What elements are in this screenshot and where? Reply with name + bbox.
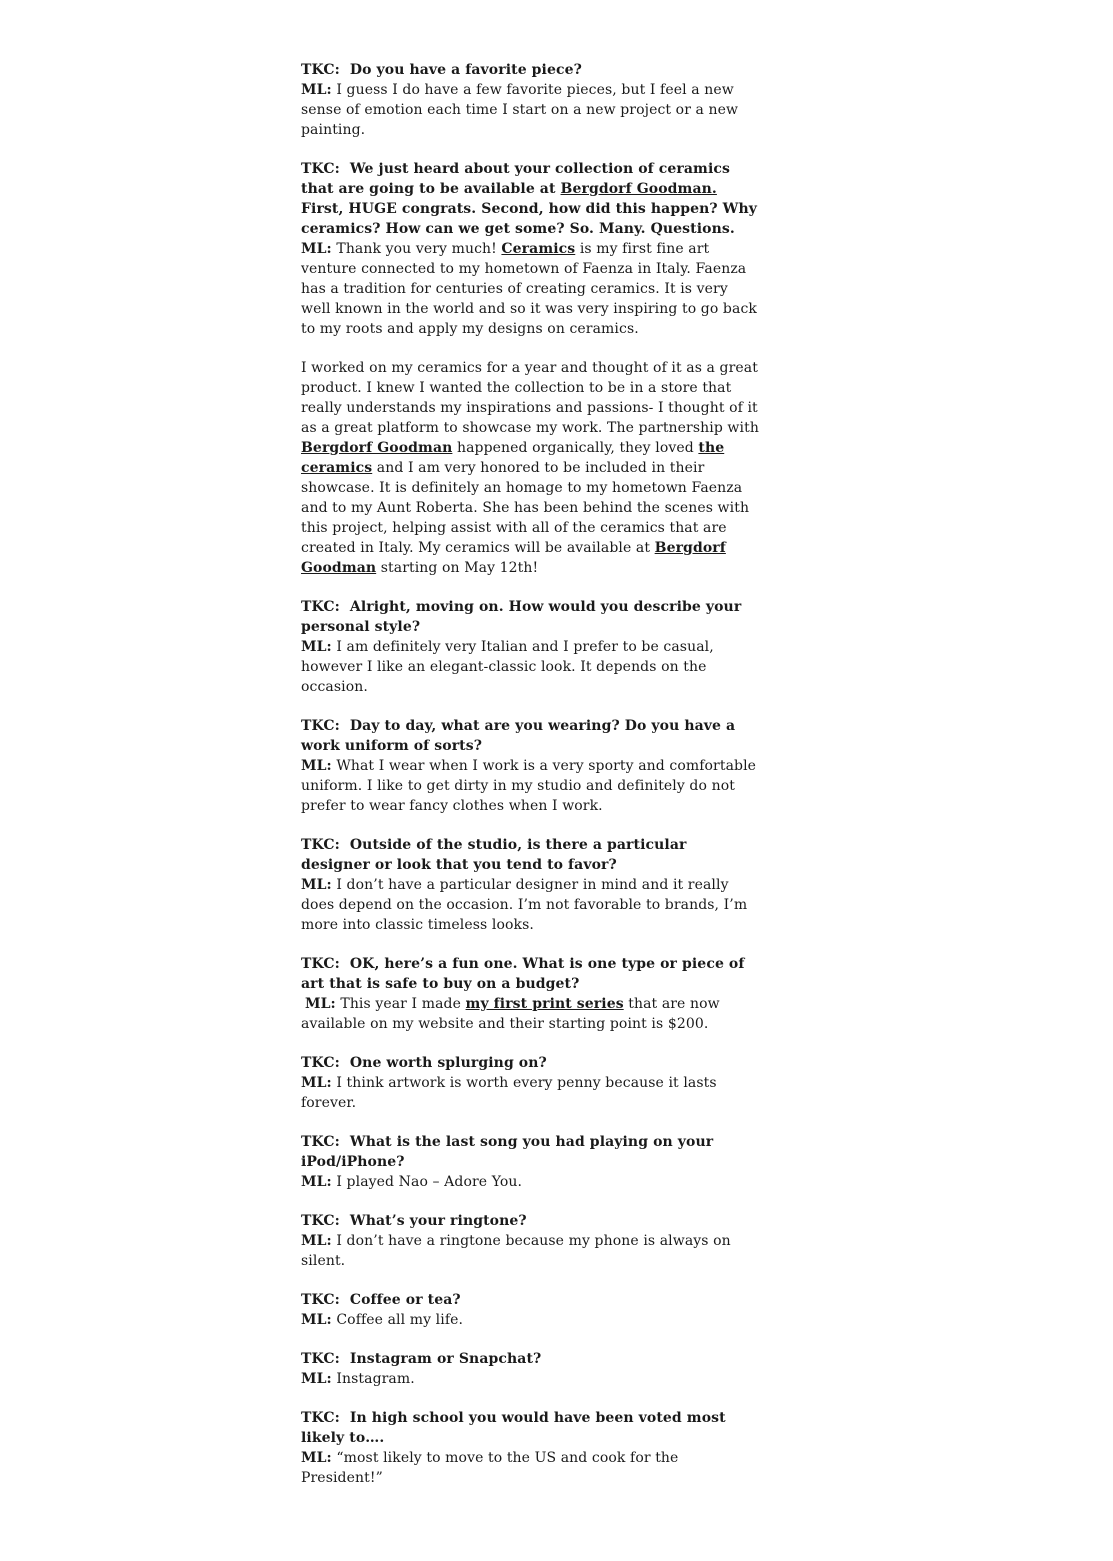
qa-block-high-school <box>301 1408 759 1488</box>
answer-prefix: ML: <box>301 1371 332 1387</box>
answer <box>301 239 759 339</box>
question-text: Alright, moving on. How would you describe your personal style? <box>301 599 742 635</box>
question-prefix: TKC: <box>301 62 340 78</box>
question-prefix: TKC: <box>301 599 340 615</box>
answer <box>301 1073 759 1113</box>
answer-text: I don’t have a particular designer in mind and it really does depend on the occasion. I’m not favorable to brands, I’m more into classic timeless looks. <box>301 877 748 933</box>
question-prefix: TKC: <box>301 1134 340 1150</box>
question-prefix: TKC: <box>301 956 340 972</box>
question-text: What is the last song you had playing on your iPod/iPhone? <box>301 1134 714 1170</box>
answer-prefix: ML: <box>301 639 332 655</box>
qa-block-designer <box>301 835 759 935</box>
qa-block-instagram-snapchat <box>301 1349 759 1389</box>
first-print-series-link[interactable]: my first print series <box>465 996 624 1012</box>
question-text-continued: First, HUGE congrats. Second, how did this happen? Why ceramics? How can we get some? So. Many. Questions. <box>301 201 757 237</box>
answer-text: I played Nao – Adore You. <box>336 1174 523 1190</box>
bergdorf-goodman-link[interactable]: Bergdorf Goodman. <box>560 181 717 197</box>
answer <box>301 1448 759 1488</box>
qa-block-coffee-tea <box>301 1290 759 1330</box>
answer <box>301 80 759 140</box>
answer <box>301 875 759 935</box>
question-prefix: TKC: <box>301 1351 340 1367</box>
question <box>301 60 759 80</box>
qa-block-ringtone <box>301 1211 759 1271</box>
ceramics-link[interactable]: Ceramics <box>501 241 576 257</box>
answer-text-continued: that are now available on my website and their starting point is $200. <box>301 996 720 1032</box>
answer <box>301 1231 759 1271</box>
question-text: Do you have a favorite piece? <box>349 62 582 78</box>
answer-text: I think artwork is worth every penny because it lasts forever. <box>301 1075 717 1111</box>
answer-text: “most likely to move to the US and cook for the President!” <box>301 1450 679 1486</box>
question-text: What’s your ringtone? <box>349 1213 527 1229</box>
answer-text: I guess I do have a few favorite pieces, but I feel a new sense of emotion each time I start on a new project or a new painting. <box>301 82 739 138</box>
question-prefix: TKC: <box>301 837 340 853</box>
question <box>301 159 759 239</box>
question-text: In high school you would have been voted most likely to…. <box>301 1410 726 1446</box>
answer <box>301 1172 759 1192</box>
answer-text: This year I made <box>340 996 461 1012</box>
ceramics-paragraph <box>301 358 759 578</box>
question <box>301 954 759 994</box>
paragraph-text: I worked on my ceramics for a year and thought of it as a great product. I knew I wanted the collection to be in a store that really understands my inspirations and passions- I thought of it as a great platform to showcase my work. The partnership with <box>301 360 759 436</box>
question <box>301 1408 759 1448</box>
interview-article <box>301 60 759 1488</box>
answer-prefix: ML: <box>301 1233 332 1249</box>
question-text: Outside of the studio, is there a particular designer or look that you tend to favor? <box>301 837 687 873</box>
answer <box>301 756 759 816</box>
question <box>301 1211 759 1231</box>
answer-prefix: ML: <box>301 241 332 257</box>
bergdorf-goodman-link[interactable]: Bergdorf Goodman <box>301 440 453 456</box>
answer-prefix: ML: <box>301 82 332 98</box>
answer-prefix: ML: <box>301 1075 332 1091</box>
paragraph-text: starting on May 12th! <box>380 560 539 576</box>
answer-text: Instagram. <box>336 1371 415 1387</box>
question <box>301 716 759 756</box>
qa-block-art-budget <box>301 954 759 1034</box>
answer-text: I don’t have a ringtone because my phone is always on silent. <box>301 1233 731 1269</box>
qa-block-favorite-piece <box>301 60 759 140</box>
question-text: OK, here’s a fun one. What is one type or piece of art that is safe to buy on a budget? <box>301 956 745 992</box>
answer <box>301 1369 759 1389</box>
answer-text: I am definitely very Italian and I prefer to be casual, however I like an elegant-classic look. It depends on the occasion. <box>301 639 714 695</box>
answer <box>301 1310 759 1330</box>
question-text: Coffee or tea? <box>349 1292 461 1308</box>
qa-block-last-song <box>301 1132 759 1192</box>
paragraph-text: and I am very honored to be included in their showcase. It is definitely an homage to my hometown Faenza and to my Aunt Roberta. She has been behind the scenes with this project, helping assist with all of the ceramics that are created in Italy. My ceramics will be available at <box>301 460 750 556</box>
answer-text: Thank you very much! <box>336 241 497 257</box>
answer-prefix: ML: <box>301 877 332 893</box>
question-prefix: TKC: <box>301 1292 340 1308</box>
qa-block-ceramics <box>301 159 759 339</box>
question-prefix: TKC: <box>301 1410 340 1426</box>
question-text: Day to day, what are you wearing? Do you have a work uniform of sorts? <box>301 718 736 754</box>
answer-text-continued: is my first fine art venture connected to my hometown of Faenza in Italy. Faenza has a tradition for centuries of creating ceramics. It is very well known in the world and so it was very inspiring to go back to my roots and apply my designs on ceramics. <box>301 241 757 337</box>
question-prefix: TKC: <box>301 1213 340 1229</box>
qa-block-splurge <box>301 1053 759 1113</box>
question <box>301 1290 759 1310</box>
paragraph-text: happened organically, they loved <box>456 440 694 456</box>
question <box>301 1349 759 1369</box>
question <box>301 1053 759 1073</box>
question-prefix: TKC: <box>301 1055 340 1071</box>
question-prefix: TKC: <box>301 718 340 734</box>
answer-prefix: ML: <box>301 1174 332 1190</box>
qa-block-personal-style <box>301 597 759 697</box>
question <box>301 835 759 875</box>
question-text: Instagram or Snapchat? <box>349 1351 542 1367</box>
the-ceramics-link[interactable]: the ceramics <box>301 440 725 476</box>
answer <box>301 994 759 1034</box>
answer-prefix: ML: <box>301 758 332 774</box>
question-prefix: TKC: <box>301 161 340 177</box>
answer <box>301 637 759 697</box>
question-text: We just heard about your collection of ceramics that are going to be available at <box>301 161 730 197</box>
question <box>301 1132 759 1172</box>
answer-prefix: ML: <box>305 996 336 1012</box>
question-text: One worth splurging on? <box>349 1055 547 1071</box>
bergdorf-goodman-link[interactable]: Bergdorf Goodman <box>301 540 726 576</box>
answer-prefix: ML: <box>301 1450 332 1466</box>
answer-text: What I wear when I work is a very sporty and comfortable uniform. I like to get dirty in my studio and definitely do not prefer to wear fancy clothes when I work. <box>301 758 757 814</box>
answer-text: Coffee all my life. <box>336 1312 464 1328</box>
qa-block-work-uniform <box>301 716 759 816</box>
question <box>301 597 759 637</box>
answer-prefix: ML: <box>301 1312 332 1328</box>
